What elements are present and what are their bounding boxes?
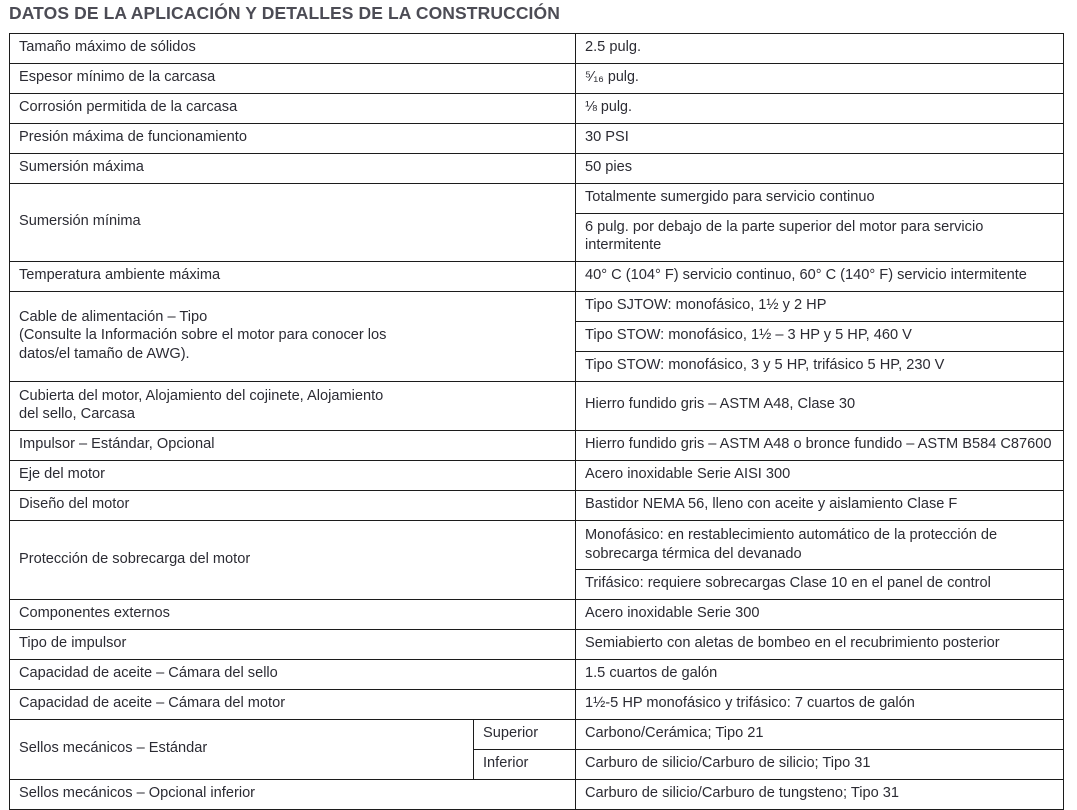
- row-label: Sellos mecánicos – Estándar: [10, 720, 474, 780]
- row-label: [10, 291, 576, 381]
- row-value: 6 pulg. por debajo de la parte superior del motor para servicio intermitente: [576, 214, 1064, 262]
- row-label-line: Cable de alimentación – Tipo: [19, 308, 208, 325]
- row-value: Tipo STOW: monofásico, 3 y 5 HP, trifásico 5 HP, 230 V: [576, 351, 1064, 381]
- table-row: [10, 64, 1064, 94]
- row-label: Capacidad de aceite – Cámara del motor: [10, 690, 576, 720]
- row-label: Protección de sobrecarga del motor: [10, 520, 576, 599]
- row-value: Totalmente sumergido para servicio continuo: [576, 184, 1064, 214]
- row-value: 30 PSI: [576, 124, 1064, 154]
- row-value: Carburo de silicio/Carburo de silicio; Tipo 31: [576, 750, 1064, 780]
- row-value: Acero inoxidable Serie AISI 300: [576, 460, 1064, 490]
- row-label: Capacidad de aceite – Cámara del sello: [10, 660, 576, 690]
- table-row: [10, 780, 1064, 810]
- table-row: [10, 660, 1064, 690]
- row-label-line: (Consulte la Información sobre el motor para conocer los: [19, 327, 387, 344]
- row-label: Temperatura ambiente máxima: [10, 261, 576, 291]
- table-row: [10, 430, 1064, 460]
- row-label: Componentes externos: [10, 600, 576, 630]
- row-value: Acero inoxidable Serie 300: [576, 600, 1064, 630]
- table-row: [10, 381, 1064, 430]
- table-row: [10, 630, 1064, 660]
- row-value: 2.5 pulg.: [576, 34, 1064, 64]
- row-sublabel-superior: Superior: [474, 720, 576, 750]
- row-label: Sellos mecánicos – Opcional inferior: [10, 780, 576, 810]
- row-label: Sumersión mínima: [10, 184, 576, 262]
- row-value: Semiabierto con aletas de bombeo en el recubrimiento posterior: [576, 630, 1064, 660]
- row-value: 1.5 cuartos de galón: [576, 660, 1064, 690]
- row-value: 1½-5 HP monofásico y trifásico: 7 cuartos de galón: [576, 690, 1064, 720]
- row-value: Bastidor NEMA 56, lleno con aceite y aislamiento Clase F: [576, 490, 1064, 520]
- table-row: [10, 94, 1064, 124]
- row-value: [576, 520, 1064, 569]
- table-row: [10, 690, 1064, 720]
- row-label: Tamaño máximo de sólidos: [10, 34, 576, 64]
- row-value: ⅛ pulg.: [576, 94, 1064, 124]
- row-label: Tipo de impulsor: [10, 630, 576, 660]
- row-value: Tipo STOW: monofásico, 1½ – 3 HP y 5 HP, 460 V: [576, 321, 1064, 351]
- table-row: [10, 460, 1064, 490]
- table-row: [10, 291, 1064, 321]
- table-row: [10, 34, 1064, 64]
- table-row: [10, 184, 1064, 214]
- row-label-line: datos/el tamaño de AWG).: [19, 345, 190, 362]
- table-row: [10, 154, 1064, 184]
- table-row: [10, 261, 1064, 291]
- row-label: Presión máxima de funcionamiento: [10, 124, 576, 154]
- row-label: Corrosión permitida de la carcasa: [10, 94, 576, 124]
- specifications-table: [9, 33, 1064, 810]
- row-value: Hierro fundido gris – ASTM A48 o bronce fundido – ASTM B584 C87600: [576, 430, 1064, 460]
- row-label: [10, 381, 576, 430]
- row-label: Espesor mínimo de la carcasa: [10, 64, 576, 94]
- page-title: DATOS DE LA APLICACIÓN Y DETALLES DE LA CONSTRUCCIÓN: [9, 3, 560, 23]
- table-row: [10, 520, 1064, 569]
- row-label: Diseño del motor: [10, 490, 576, 520]
- row-label: Eje del motor: [10, 460, 576, 490]
- row-value: Tipo SJTOW: monofásico, 1½ y 2 HP: [576, 291, 1064, 321]
- row-label-line: del sello, Carcasa: [19, 406, 135, 423]
- row-value: 40° C (104° F) servicio continuo, 60° C (140° F) servicio intermitente: [576, 261, 1064, 291]
- row-value: ⁵⁄₁₆ pulg.: [576, 64, 1064, 94]
- row-label: Sumersión máxima: [10, 154, 576, 184]
- row-value: 50 pies: [576, 154, 1064, 184]
- row-value: Trifásico: requiere sobrecargas Clase 10 en el panel de control: [576, 570, 1064, 600]
- row-value: Hierro fundido gris – ASTM A48, Clase 30: [576, 381, 1064, 430]
- row-label: Impulsor – Estándar, Opcional: [10, 430, 576, 460]
- row-value: Carburo de silicio/Carburo de tungsteno; Tipo 31: [576, 780, 1064, 810]
- row-value: Carbono/Cerámica; Tipo 21: [576, 720, 1064, 750]
- table-row: [10, 600, 1064, 630]
- row-label-line: Cubierta del motor, Alojamiento del cojinete, Alojamiento: [19, 387, 384, 404]
- row-value-line: Monofásico: en restablecimiento automático de la protección de: [585, 526, 998, 543]
- table-row: [10, 124, 1064, 154]
- row-value-line: sobrecarga térmica del devanado: [585, 545, 802, 562]
- row-sublabel-inferior: Inferior: [474, 750, 576, 780]
- table-row: [10, 490, 1064, 520]
- table-row: [10, 720, 1064, 750]
